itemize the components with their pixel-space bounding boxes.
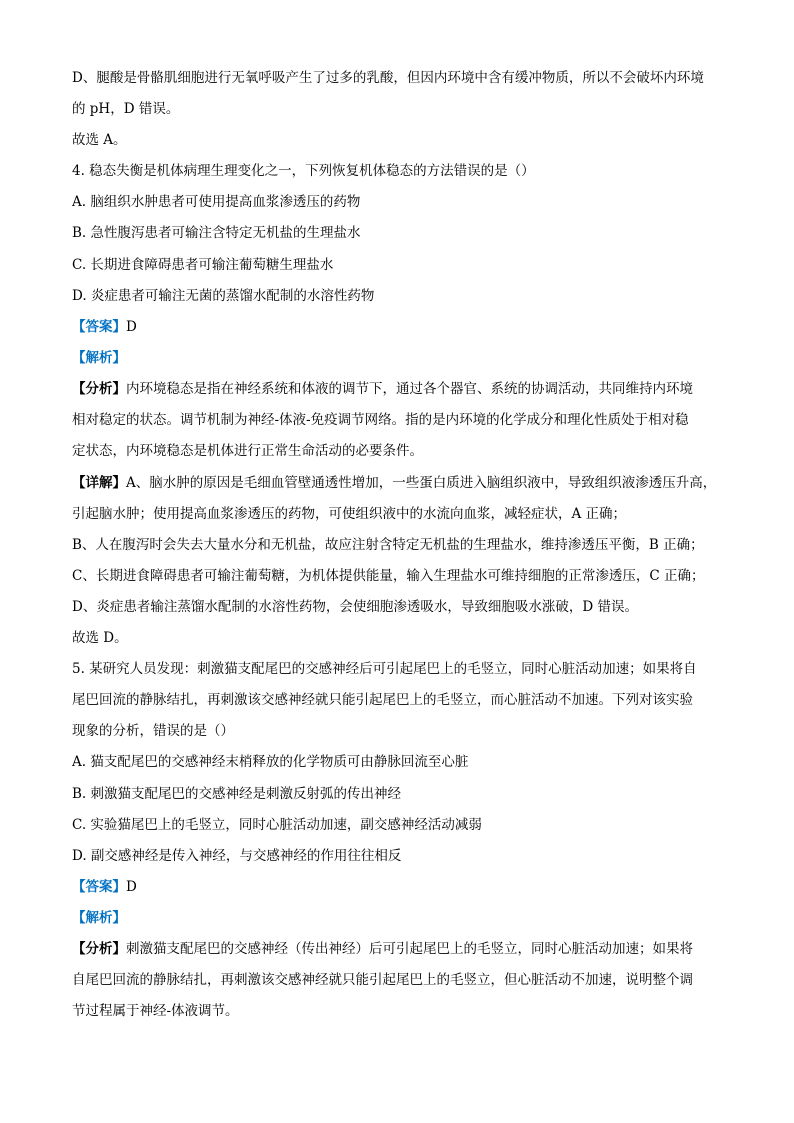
text-line: B、人在腹泻时会失去大量水分和无机盐，故应注射含特定无机盐的生理盐水，维持渗透压平衡，B 正确； xyxy=(72,537,704,553)
answer-line xyxy=(72,318,722,336)
fenxi-tag: 【分析】 xyxy=(72,381,126,397)
text-line: 相对稳定的状态。调节机制为神经-体液-免疫调节网络。指的是内环境的化学成分和理化性质处于相对稳 xyxy=(72,412,689,428)
analysis-tag: 【解析】 xyxy=(72,910,126,926)
xiangjie-line xyxy=(72,474,722,492)
fenxi-text: 刺激猫支配尾巴的交感神经（传出神经）后可引起尾巴上的毛竖立，同时心脏活动加速；如果将 xyxy=(126,941,693,957)
question-5-stem: 尾巴回流的静脉结扎，再刺激该交感神经就只能引起尾巴上的毛竖立，而心脏活动不加速。下列对该实验 xyxy=(72,692,693,708)
analysis-line xyxy=(72,909,722,927)
xiangjie-tag: 【详解】 xyxy=(72,475,126,491)
fenxi-text: 内环境稳态是指在神经系统和体液的调节下，通过各个器官、系统的协调活动，共同维持内环境 xyxy=(126,381,693,397)
text-line: 自尾巴回流的静脉结扎，再刺激该交感神经就只能引起尾巴上的毛竖立，但心脏活动不加速，说明整个调 xyxy=(72,972,693,988)
answer-tag: 【答案】 xyxy=(72,319,126,335)
xiangjie-text: A、脑水肿的原因是毛细血管壁通透性增加，一些蛋白质进入脑组织液中，导致组织液渗透压升高， xyxy=(126,475,717,491)
answer-line xyxy=(72,878,722,896)
text-line: 引起脑水肿；使用提高血浆渗透压的药物，可使组织液中的水流向血浆，减轻症状，A 正确； xyxy=(72,506,627,522)
text-line: 故选 D。 xyxy=(72,630,128,646)
question-4-option-a: A. 脑组织水肿患者可使用提高血浆渗透压的药物 xyxy=(72,194,361,210)
answer-value: D xyxy=(126,879,137,895)
text-line: D、腿酸是骨骼肌细胞进行无氧呼吸产生了过多的乳酸，但因内环境中含有缓冲物质，所以不会破坏内环境 xyxy=(72,70,704,86)
text-line: 定状态，内环境稳态是机体进行正常生命活动的必要条件。 xyxy=(72,443,423,459)
question-4-option-b: B. 急性腹泻患者可输注含特定无机盐的生理盐水 xyxy=(72,225,361,241)
question-4-option-d: D. 炎症患者可输注无菌的蒸馏水配制的水溶性药物 xyxy=(72,288,375,304)
text-line: 故选 A。 xyxy=(72,132,127,148)
text-line: D、炎症患者输注蒸馏水配制的水溶性药物，会使细胞渗透吸水，导致细胞吸水涨破，D 错误。 xyxy=(72,599,638,615)
question-5-option-b: B. 刺激猫支配尾巴的交感神经是刺激反射弧的传出神经 xyxy=(72,786,402,802)
fenxi-line xyxy=(72,940,722,958)
fenxi-line xyxy=(72,380,722,398)
question-5-option-c: C. 实验猫尾巴上的毛竖立，同时心脏活动加速，副交感神经活动减弱 xyxy=(72,817,482,833)
question-4-option-c: C. 长期进食障碍患者可输注葡萄糖生理盐水 xyxy=(72,257,334,273)
question-4-stem: 4. 稳态失衡是机体病理生理变化之一，下列恢复机体稳态的方法错误的是（） xyxy=(72,163,535,179)
analysis-line xyxy=(72,349,722,367)
question-5-option-d: D. 副交感神经是传入神经，与交感神经的作用往往相反 xyxy=(72,848,402,864)
answer-value: D xyxy=(126,319,137,335)
analysis-tag: 【解析】 xyxy=(72,350,126,366)
text-line: C、长期进食障碍患者可输注葡萄糖，为机体提供能量，输入生理盐水可维持细胞的正常渗透压，C 正确； xyxy=(72,568,705,584)
text-line: 节过程属于神经-体液调节。 xyxy=(72,1003,239,1019)
answer-tag: 【答案】 xyxy=(72,879,126,895)
question-5-stem: 5. 某研究人员发现：刺激猫支配尾巴的交感神经后可引起尾巴上的毛竖立，同时心脏活动加速；如果将自 xyxy=(72,661,697,677)
text-line: 的 pH，D 错误。 xyxy=(72,101,180,117)
question-5-stem: 现象的分析，错误的是（） xyxy=(72,723,234,739)
fenxi-tag: 【分析】 xyxy=(72,941,126,957)
question-5-option-a: A. 猫支配尾巴的交感神经末梢释放的化学物质可由静脉回流至心脏 xyxy=(72,754,469,770)
